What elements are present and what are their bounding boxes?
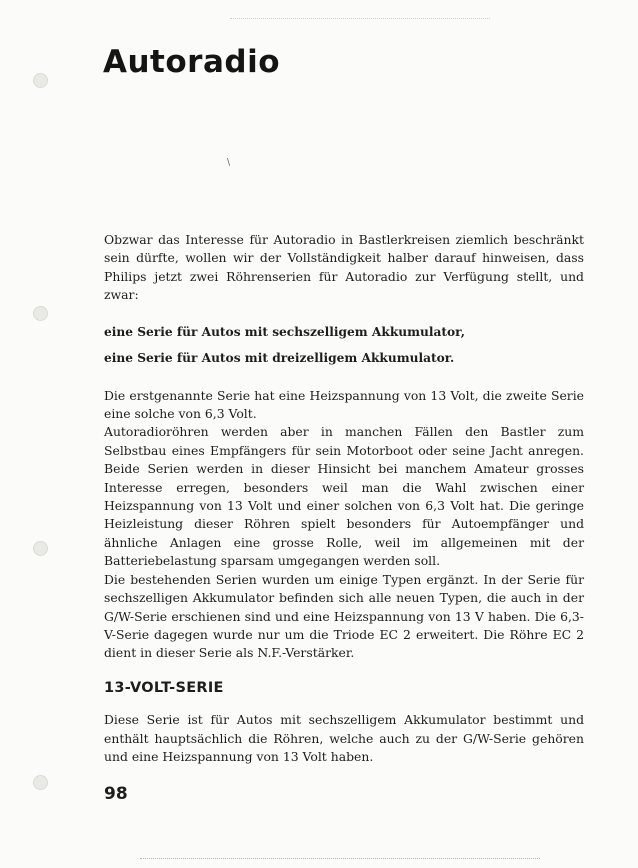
paragraph-hobbyist-use: Autoradioröhren werden aber in manchen Fällen den Bastler zum Selbstbau eines Empfängers für sein Motorboot oder seine Jacht anregen. Beide Serien werden in dieser Hinsicht bei manchem Amateur grosses Interesse erregen, besonders weil man die Wahl zwischen einer Heizspannung von 13 Volt und einer solchen von 6,3 Volt hat. Die geringe Heizleistung dieser Röhren spielt besonders für Autoempfänger und ähnliche Anlagen eine grosse Rolle, weil im allgemeinen mit der Batteriebelastung sparsam umgegangen werden soll. bbox=[104, 424, 584, 569]
body-text bbox=[104, 231, 584, 766]
page-number: 98 bbox=[104, 784, 128, 804]
page-title: Autoradio bbox=[103, 44, 280, 80]
header-scan-noise bbox=[230, 18, 490, 19]
punch-hole-lower-middle bbox=[33, 541, 48, 556]
section-heading: 13-VOLT-SERIE bbox=[104, 679, 224, 696]
punch-hole-top bbox=[33, 73, 48, 88]
section-paragraph: Diese Serie ist für Autos mit sechszelligem Akkumulator bestimmt und enthält hauptsächlich die Röhren, welche auch zu der G/W-Serie gehören und eine Heizspannung von 13 Volt haben. bbox=[104, 712, 584, 764]
paragraph-heating-voltage: Die erstgenannte Serie hat eine Heizspannung von 13 Volt, die zweite Serie eine solche von 6,3 Volt. bbox=[104, 387, 584, 422]
punch-hole-bottom bbox=[33, 775, 48, 790]
footer-scan-line bbox=[140, 858, 540, 859]
stray-mark: \ bbox=[227, 158, 231, 168]
intro-paragraph: Obzwar das Interesse für Autoradio in Bastlerkreisen ziemlich beschränkt sein dürfte, wollen wir der Vollständigkeit halber darauf hinweisen, dass Philips jetzt zwei Röhrenserien für Autoradio zur Verfügung stellt, und zwar: bbox=[104, 232, 584, 303]
series-line-six-cell: eine Serie für Autos mit sechszelligem Akkumulator, bbox=[104, 324, 465, 339]
series-line-three-cell: eine Serie für Autos mit dreizelligem Akkumulator. bbox=[104, 350, 455, 365]
punch-hole-upper-middle bbox=[33, 306, 48, 321]
paragraph-series-extension: Die bestehenden Serien wurden um einige Typen ergänzt. In der Serie für sechszelligen Akkumulator befinden sich alle neuen Typen, die auch in der G/W-Serie erschienen sind und eine Heizspannung von 13 V haben. Die 6,3-V-Serie dagegen wurde nur um die Triode EC 2 erweitert. Die Röhre EC 2 dient in dieser Serie als N.F.-Verstärker. bbox=[104, 571, 584, 661]
